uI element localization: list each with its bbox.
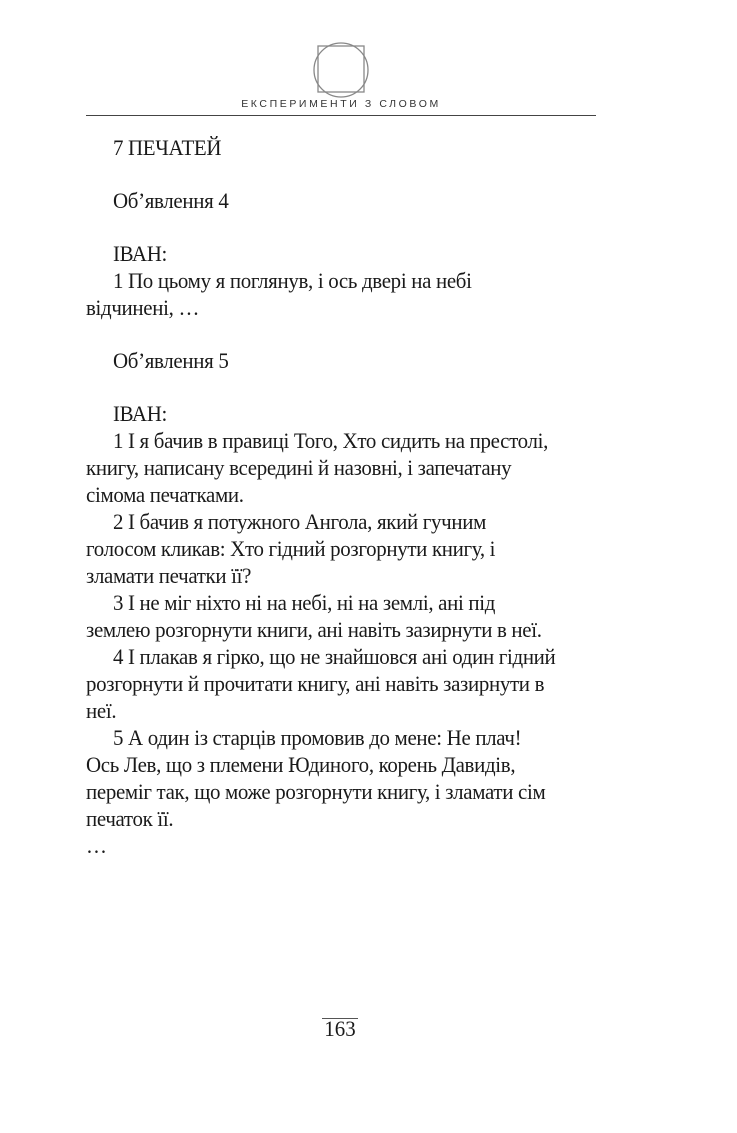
verse-line: 2 І бачив я потужного Ангола, який гучним [112,509,487,534]
speaker-label: ІВАН: [112,241,167,266]
verse-line: Ось Лев, що з племени Юдиного, корень Давидів, [86,752,516,777]
verse-line: печаток її. [86,806,174,831]
verse-line: сімома печатками. [86,482,244,507]
verse-line: 5 А один із старців промовив до мене: Не плач! [112,725,522,750]
verse-line: відчинені, … [86,295,200,320]
circle-square-logo [310,37,372,99]
page-number: 163 [324,1016,356,1041]
verse-line: 4 І плакав я гірко, що не знайшовся ані один гідний [112,644,556,669]
verse-line: 1 І я бачив в правиці Того, Хто сидить на престолі, [112,428,549,453]
page-body [86,134,579,859]
verse-line: переміг так, що може розгорнути книгу, і зламати сім [86,779,546,804]
chapter-title: 7 ПЕЧАТЕЙ [112,135,222,160]
section-heading: Об’явлення 4 [112,188,229,213]
header-rule [86,115,596,116]
verse-line: книгу, написану всередині й назовні, і запечатану [86,455,512,480]
section-heading: Об’явлення 5 [112,348,229,373]
verse-line: розгорнути й прочитати книгу, ані навіть зазирнути в [86,671,545,696]
speaker-label: ІВАН: [112,401,167,426]
verse-line: голосом кликав: Хто гідний розгорнути книгу, і [86,536,496,561]
verse-line: 3 І не міг ніхто ні на небі, ні на землі, ані під [112,590,496,615]
verse-line: зламати печатки її? [86,563,252,588]
verse-line: неї. [86,698,117,723]
ellipsis: … [86,833,107,858]
running-head: ЕКСПЕРИМЕНТИ З СЛОВОМ [241,98,441,110]
verse-line: землею розгорнути книги, ані навіть зазирнути в неї. [86,617,542,642]
verse-line: 1 По цьому я поглянув, і ось двері на небі [112,268,472,293]
